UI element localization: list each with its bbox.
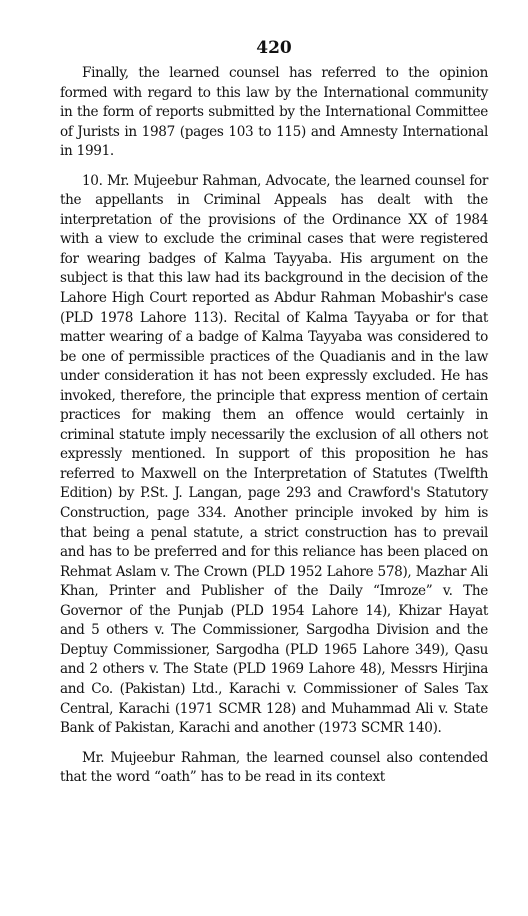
paragraph-10: 10. Mr. Mujeebur Rahman, Advocate, the learned counsel for the appellants in Criminal Appeals has dealt with the interpretation of the provisions of the Ordinance XX of 1984 with a view to exclude the criminal cases that were registered for wearing badges of Kalma Tayyaba. His argument on the subject is that this law had its background in the decision of the Lahore High Court reported as Abdur Rahman Mobashir's case (PLD 1978 Lahore 113). Recital of Kalma Tayyaba or for that matter wearing of a badge of Kalma Tayyaba was considered to be one of permissible practices of the Quadianis and in the law under consideration it has not been expressly excluded. He has invoked, therefore, the principle that express mention of certain practices for making them an offence would certainly in criminal statute imply necessarily the exclusion of all others not expressly mentioned. In support of this proposition he has referred to Maxwell on the Interpretation of Statutes (Twelfth Edition) by P.St. J. Langan, page 293 and Crawford's Statutory Construction, page 334. Another principle invoked by him is that being a penal statute, a strict construction has to prevail and has to be preferred and for this reliance has been placed on Rehmat Aslam v. The Crown (PLD 1952 Lahore 578), Mazhar Ali Khan, Printer and Publisher of the Daily “Imroze” v. The Governor of the Punjab (PLD 1954 Lahore 14), Khizar Hayat and 5 others v. The Commissioner, Sargodha Division and the Deptuy Commissioner, Sargodha (PLD 1965 Lahore 349), Qasu and 2 others v. The State (PLD 1969 Lahore 48), Messrs Hirjina and Co. (Pakistan) Ltd., Karachi v. Commissioner of Sales Tax Central, Karachi (1971 SCMR 128) and Muhammad Ali v. State Bank of Pakistan, Karachi and another (1973 SCMR 140). [60, 172, 488, 737]
paragraph-oath: Mr. Mujeebur Rahman, the learned counsel also contended that the word “oath” has to be read in its context [60, 749, 488, 786]
paragraph-finally: Finally, the learned counsel has referred to the opinion formed with regard to this law by the International community in the form of reports submitted by the International Committee of Jurists in 1987 (pages 103 to 115) and Amnesty International in 1991. [60, 65, 488, 160]
page-number: 420 [256, 38, 292, 58]
document-page [60, 38, 488, 788]
